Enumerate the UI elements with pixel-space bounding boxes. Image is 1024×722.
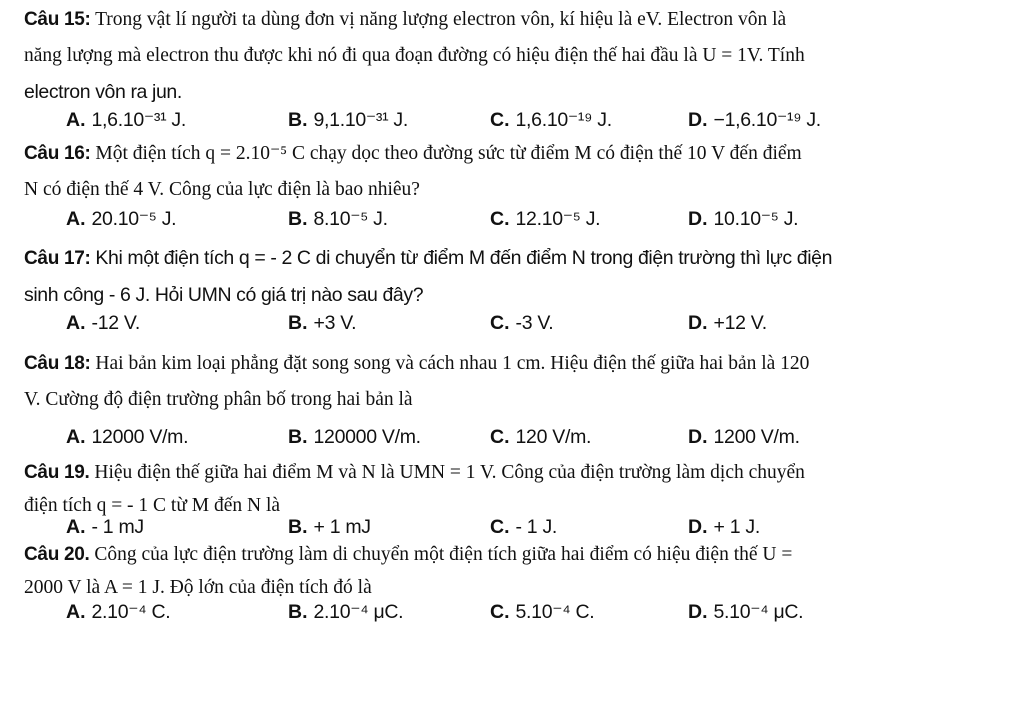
question-text: Trong vật lí người ta dùng đơn vị năng lượng electron vôn, kí hiệu là eV. Electron vôn là bbox=[95, 9, 787, 30]
question-18 bbox=[24, 346, 1009, 418]
option-a[interactable]: A. 1,6.10⁻³¹ J. bbox=[66, 109, 186, 131]
question-text: 2000 V là A = 1 J. Độ lớn của điện tích đó là bbox=[24, 577, 372, 598]
option-c[interactable]: C. 5.10⁻⁴ C. bbox=[490, 601, 595, 623]
question-number: Câu 18: bbox=[24, 353, 91, 374]
option-d[interactable]: D. −1,6.10⁻¹⁹ J. bbox=[688, 109, 821, 131]
question-line bbox=[24, 382, 1009, 418]
option-d[interactable]: D. 1200 V/m. bbox=[688, 426, 800, 448]
options-row-15 bbox=[66, 103, 1006, 137]
question-number: Câu 16: bbox=[24, 143, 91, 164]
options-row-16 bbox=[66, 202, 1006, 236]
question-text: electron vôn ra jun. bbox=[24, 81, 182, 103]
option-b[interactable]: B. 8.10⁻⁵ J. bbox=[288, 208, 388, 230]
options-row-20 bbox=[66, 595, 1006, 629]
options-row-18 bbox=[66, 420, 1006, 454]
option-b[interactable]: B. 2.10⁻⁴ μC. bbox=[288, 601, 404, 623]
option-d[interactable]: D. +12 V. bbox=[688, 312, 767, 334]
question-number: Câu 20. bbox=[24, 544, 90, 565]
option-c[interactable]: C. 1,6.10⁻¹⁹ J. bbox=[490, 109, 612, 131]
question-line bbox=[24, 240, 1009, 277]
question-line bbox=[24, 346, 1009, 382]
question-text: N có điện thế 4 V. Công của lực điện là bao nhiêu? bbox=[24, 179, 420, 200]
option-c[interactable]: C. 120 V/m. bbox=[490, 426, 592, 448]
option-d[interactable]: D. + 1 J. bbox=[688, 516, 760, 538]
option-a[interactable]: A. 20.10⁻⁵ J. bbox=[66, 208, 177, 230]
option-c[interactable]: C. -3 V. bbox=[490, 312, 554, 334]
option-a[interactable]: A. - 1 mJ bbox=[66, 516, 144, 538]
question-line bbox=[24, 456, 1009, 489]
question-text: Hai bản kim loại phẳng đặt song song và cách nhau 1 cm. Hiệu điện thế giữa hai bản là 120 bbox=[95, 353, 810, 374]
option-c[interactable]: C. 12.10⁻⁵ J. bbox=[490, 208, 601, 230]
option-a[interactable]: A. 12000 V/m. bbox=[66, 426, 189, 448]
question-text: Hiệu điện thế giữa hai điểm M và N là UMN = 1 V. Công của điện trường làm dịch chuyển bbox=[94, 462, 805, 483]
question-text: Khi một điện tích q = - 2 C di chuyển từ điểm M đến điểm N trong điện trường thì lực điện bbox=[95, 247, 833, 269]
question-text: Công của lực điện trường làm di chuyển một điện tích giữa hai điểm có hiệu điện thế U = bbox=[94, 544, 793, 565]
option-d[interactable]: D. 5.10⁻⁴ μC. bbox=[688, 601, 804, 623]
options-row-17 bbox=[66, 306, 1006, 340]
option-d[interactable]: D. 10.10⁻⁵ J. bbox=[688, 208, 799, 230]
question-text: Một điện tích q = 2.10⁻⁵ C chạy dọc theo đường sức từ điểm M có điện thế 10 V đến điểm bbox=[95, 143, 802, 164]
option-a[interactable]: A. -12 V. bbox=[66, 312, 140, 334]
question-16 bbox=[24, 136, 1009, 208]
question-number: Câu 17: bbox=[24, 248, 91, 269]
option-b[interactable]: B. +3 V. bbox=[288, 312, 357, 334]
option-c[interactable]: C. - 1 J. bbox=[490, 516, 558, 538]
option-a[interactable]: A. 2.10⁻⁴ C. bbox=[66, 601, 171, 623]
question-number: Câu 15: bbox=[24, 9, 91, 30]
question-line bbox=[24, 136, 1009, 172]
question-number: Câu 19. bbox=[24, 462, 90, 483]
option-b[interactable]: B. 120000 V/m. bbox=[288, 426, 421, 448]
question-17 bbox=[24, 240, 1009, 313]
question-text: năng lượng mà electron thu được khi nó đi qua đoạn đường có hiệu điện thế hai đầu là U = 1V. Tính bbox=[24, 45, 805, 66]
question-text: điện tích q = - 1 C từ M đến N là bbox=[24, 495, 281, 516]
question-line bbox=[24, 2, 1009, 38]
question-line bbox=[24, 538, 1009, 571]
option-b[interactable]: B. + 1 mJ bbox=[288, 516, 371, 538]
question-text: sinh công - 6 J. Hỏi UMN có giá trị nào sau đây? bbox=[24, 284, 424, 306]
option-b[interactable]: B. 9,1.10⁻³¹ J. bbox=[288, 109, 408, 131]
question-15 bbox=[24, 2, 1009, 110]
question-text: V. Cường độ điện trường phân bố trong hai bản là bbox=[24, 389, 413, 410]
question-line bbox=[24, 38, 1009, 74]
